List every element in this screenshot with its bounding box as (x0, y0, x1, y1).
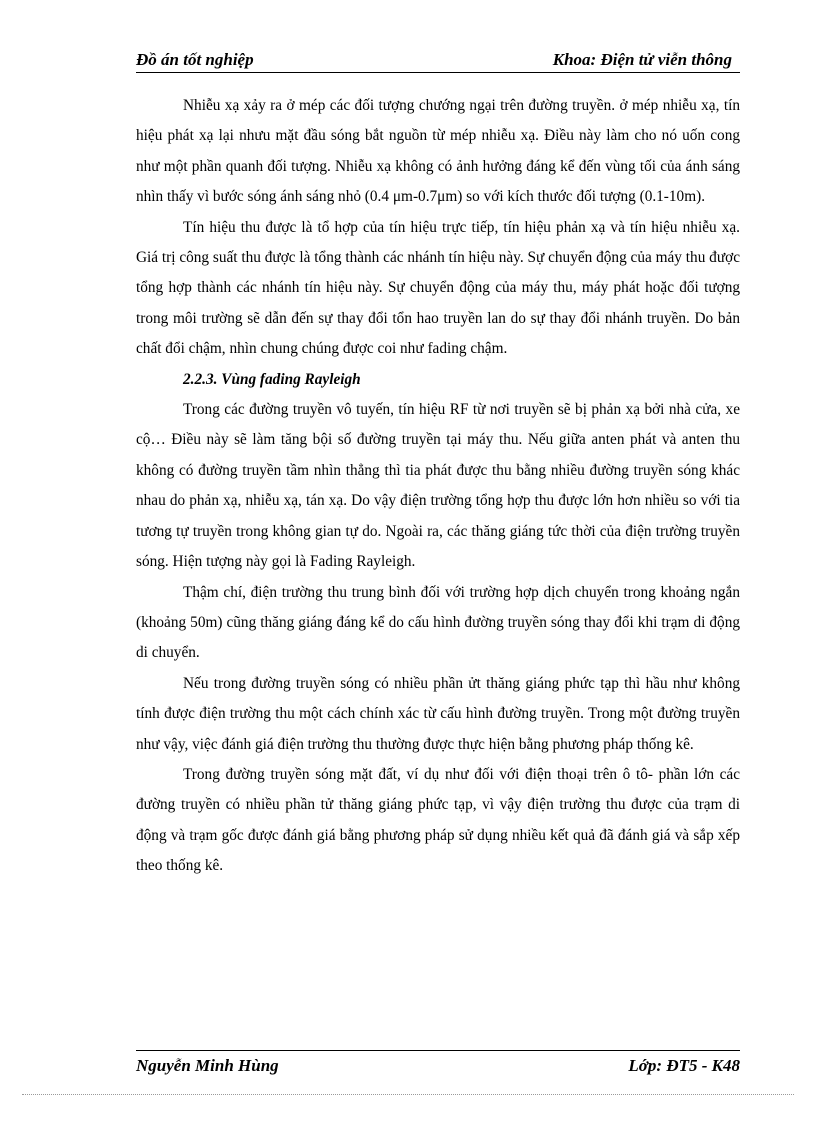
footer-class: Lớp: ĐT5 - K48 (628, 1056, 740, 1075)
paragraph-rayleigh-intro: Trong các đường truyền vô tuyến, tín hiệu RF từ nơi truyền sẽ bị phản xạ bởi nhà cửa, xe cộ… Điều này sẽ làm tăng bội số đường truyền tại máy thu. Nếu giữa anten phát và anten thu không có đường truyền tầm nhìn thẳng thì tia phát được thu bằng nhiều đường truyền sóng khác nhau do phản xạ, nhiễu xạ, tán xạ. Do vậy điện trường tổng hợp thu được lớn hơn nhiều so với tia tương tự truyền trong không gian tự do. Ngoài ra, các thăng giáng tức thời của điện trường truyền sóng. Hiện tượng này gọi là Fading Rayleigh. (136, 401, 740, 571)
paragraph-field-fluctuation: Thậm chí, điện trường thu trung bình đối với trường hợp dịch chuyển trong khoảng ngắn (khoảng 50m) cũng thăng giáng đáng kể do cấu hình đường truyền sóng thay đổi khi trạm di động di chuyển. (136, 583, 740, 662)
paragraph-diffraction: Nhiễu xạ xảy ra ở mép các đối tượng chướng ngại trên đường truyền. ở mép nhiễu xạ, tín hiệu phát xạ lại nhưu mặt đầu sóng bắt nguồn từ mép nhiễu xạ. Điều này làm cho nó uốn cong như một phần quanh đối tượng. Nhiễu xạ không có ảnh hưởng đáng kể đến vùng tối của ánh sáng nhìn thấy vì bước sóng ánh sáng nhỏ (0.4 μm-0.7μm) so với kích thước đối tượng (0.1-10m). (136, 97, 740, 206)
page-footer (136, 1050, 740, 1079)
header-left-title: Đồ án tốt nghiệp (136, 50, 254, 69)
paragraph-received-signal: Tín hiệu thu được là tổ hợp của tín hiệu trực tiếp, tín hiệu phản xạ và tín hiệu nhiễu xạ. Giá trị công suất thu được là tổng thành các nhánh tín hiệu này. Sự chuyển động của máy thu được tổng hợp thành các nhánh tín hiệu này. Sự chuyển động của máy thu, máy phát hoặc đối tượng trong môi trường sẽ dẫn đến sự thay đổi tổn hao truyền lan do sự thay đổi nhánh truyền. Do bản chất đổi chậm, nhìn chung chúng được coi như fading chậm. (136, 218, 740, 358)
page-boundary-divider (22, 1094, 794, 1095)
header-right-department: Khoa: Điện tử viễn thông (552, 50, 732, 69)
paragraph-statistical-method: Nếu trong đường truyền sóng có nhiều phần ửt thăng giáng phức tạp thì hầu như không tính được điện trường thu một cách chính xác từ cấu hình đường truyền. Trong một đường truyền như vậy, việc đánh giá điện trường thu thường được thực hiện bằng phương pháp thống kê. (136, 674, 740, 753)
section-heading-rayleigh: 2.2.3. Vùng fading Rayleigh (183, 370, 361, 388)
page-header (136, 48, 740, 73)
footer-author: Nguyễn Minh Hùng (136, 1056, 279, 1075)
body-text (136, 91, 740, 882)
paragraph-ground-propagation: Trong đường truyền sóng mặt đất, ví dụ như đối với điện thoại trên ô tô- phần lớn các đường truyền có nhiều phần tử thăng giáng phức tạp, vì vậy điện trường thu được của trạm di động và trạm gốc được đánh giá bằng phương pháp sử dụng nhiều kết quả đã đánh giá và sắp xếp theo thống kê. (136, 765, 740, 875)
